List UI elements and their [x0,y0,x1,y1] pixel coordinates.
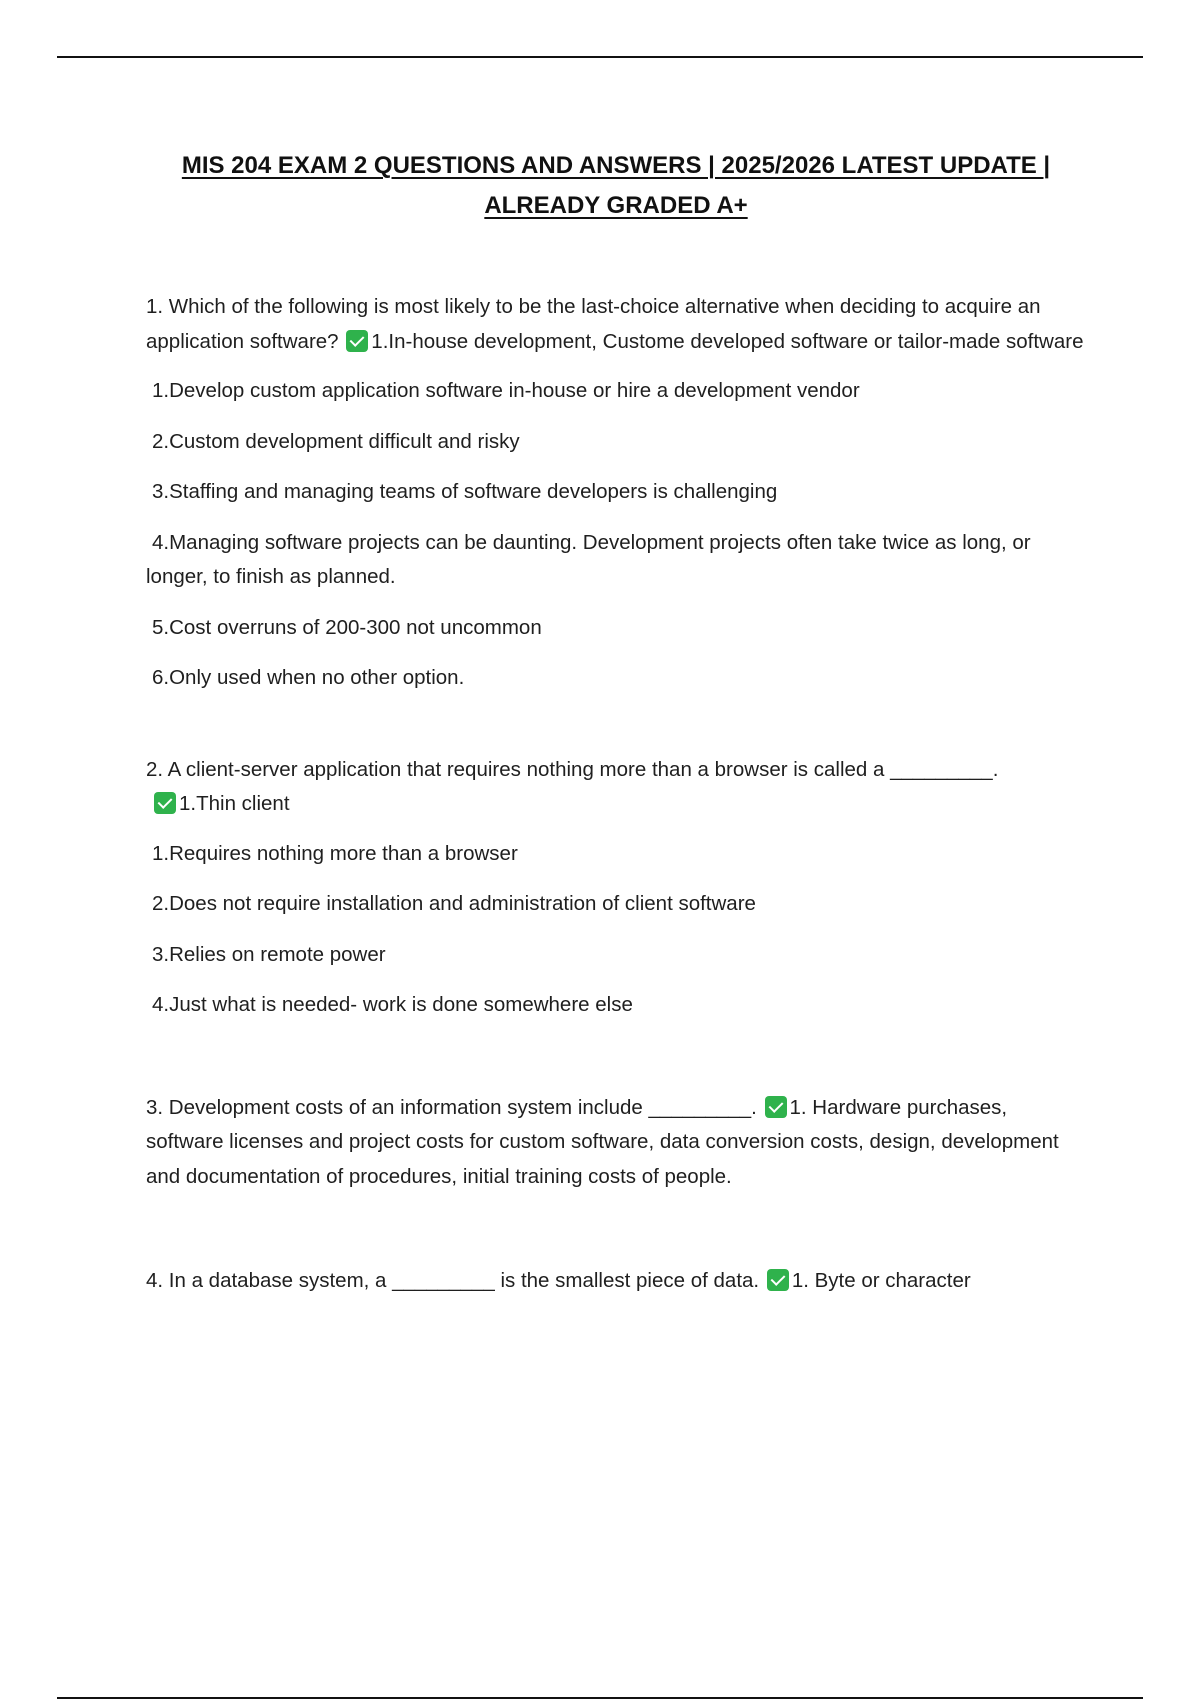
question-1 [146,290,1086,359]
list-item: 4.Just what is needed- work is done somewhere else [152,993,633,1016]
list-item: 2.Custom development difficult and risky [152,429,520,453]
check-mark-icon [346,330,368,352]
answer-text: 1.In-house development, Custome developed software or tailor-made software [371,329,1084,353]
title-line-1: MIS 204 EXAM 2 QUESTIONS AND ANSWERS | 2025/2026 LATEST UPDATE | [181,152,1051,179]
question-text: 1. Which of the following is most likely to be the last-choice alternative when deciding to acquire an application software? [146,295,1041,353]
question-3 [146,1091,1086,1195]
question-2 [146,753,1086,788]
answer-text: 1. Hardware purchases, software licenses and project costs for custom software, data conversion costs, design, development and documentation of procedures, initial training costs of people. [146,1095,1059,1188]
answer-text: 1. Byte or character [791,1269,971,1292]
check-mark-icon [767,1269,789,1291]
document-body [146,290,1086,1356]
question-4 [146,1264,1086,1299]
title-line-2: ALREADY GRADED A+ [484,192,748,219]
question-block-3 [146,1091,1086,1195]
list-item: 6.Only used when no other option. [152,666,465,689]
answer-row [152,787,1086,822]
list-item: 5.Cost overruns of 200-300 not uncommon [152,615,542,639]
question-text: 4. In a database system, a _________ is the smallest piece of data. [146,1269,760,1292]
list-item: 1.Requires nothing more than a browser [152,841,518,865]
list-item: 1.Develop custom application software in-house or hire a development vendor [152,379,860,402]
question-block-2 [146,753,1086,1023]
question-block-1 [146,290,1086,696]
top-rule [57,56,1143,58]
list-item: 3.Relies on remote power [152,942,386,966]
list-item: 2.Does not require installation and administration of client software [152,892,756,915]
bottom-rule [57,1697,1143,1699]
list-item: 4.Managing software projects can be daunting. Development projects often take twice as long, or longer, to finish as planned. [146,530,1031,588]
check-mark-icon [154,792,176,814]
question-text: 2. A client-server application that requires nothing more than a browser is called a _________. [146,757,999,781]
check-mark-icon [765,1096,787,1118]
list-item: 3.Staffing and managing teams of software developers is challenging [152,480,778,503]
question-block-4 [146,1264,1086,1299]
question-text: 3. Development costs of an information system include _________. [146,1095,757,1119]
document-title [140,146,1092,226]
answer-text: 1.Thin client [179,792,290,815]
